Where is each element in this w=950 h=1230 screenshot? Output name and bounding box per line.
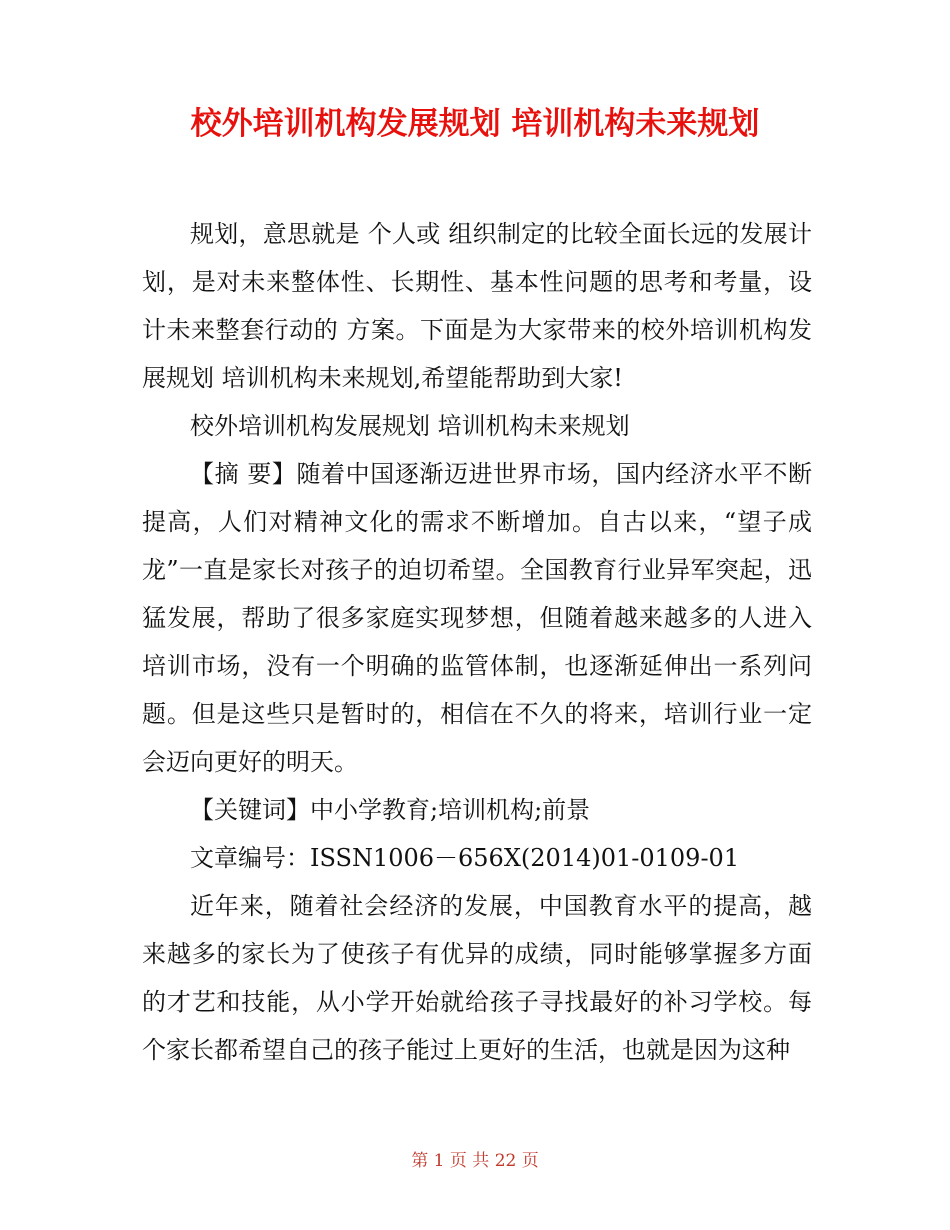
paragraph-body: 近年来，随着社会经济的发展，中国教育水平的提高，越来越多的家长为了使孩子有优异的成绩，同时能够掌握多方面的才艺和技能，从小学开始就给孩子寻找最好的补习学校。每个家长都希望自己的孩子能过上更好的生活，也就是因为这种 xyxy=(142,892,812,1064)
paragraph-article-number: 文章编号：ISSN1006－656X(2014)01-0109-01 xyxy=(190,844,740,872)
paragraph-subtitle: 校外培训机构发展规划 培训机构未来规划 xyxy=(190,412,630,440)
paragraph-intro: 规划，意思就是 个人或 组织制定的比较全面长远的发展计划，是对未来整体性、长期性、基本性问题的思考和考量，设计未来整套行动的 方案。下面是为大家带来的校外培训机构发展规划 培训机构未来规划,希望能帮助到大家! xyxy=(142,220,812,392)
document-title: 校外培训机构发展规划 培训机构未来规划 xyxy=(190,106,760,142)
page-footer: 第 1 页 共 22 页 xyxy=(411,1151,539,1171)
paragraph-abstract: 【摘 要】随着中国逐渐迈进世界市场，国内经济水平不断提高，人们对精神文化的需求不断增加。自古以来，“望子成龙”一直是家长对孩子的迫切希望。全国教育行业异军突起，迅猛发展，帮助了很多家庭实现梦想，但随着越来越多的人进入培训市场，没有一个明确的监管体制，也逐渐延伸出一系列问题。但是这些只是暂时的，相信在不久的将来，培训行业一定会迈向更好的明天。 xyxy=(142,460,812,776)
paragraph-keywords: 【关键词】中小学教育;培训机构;前景 xyxy=(190,796,591,824)
document-body xyxy=(142,210,812,1074)
